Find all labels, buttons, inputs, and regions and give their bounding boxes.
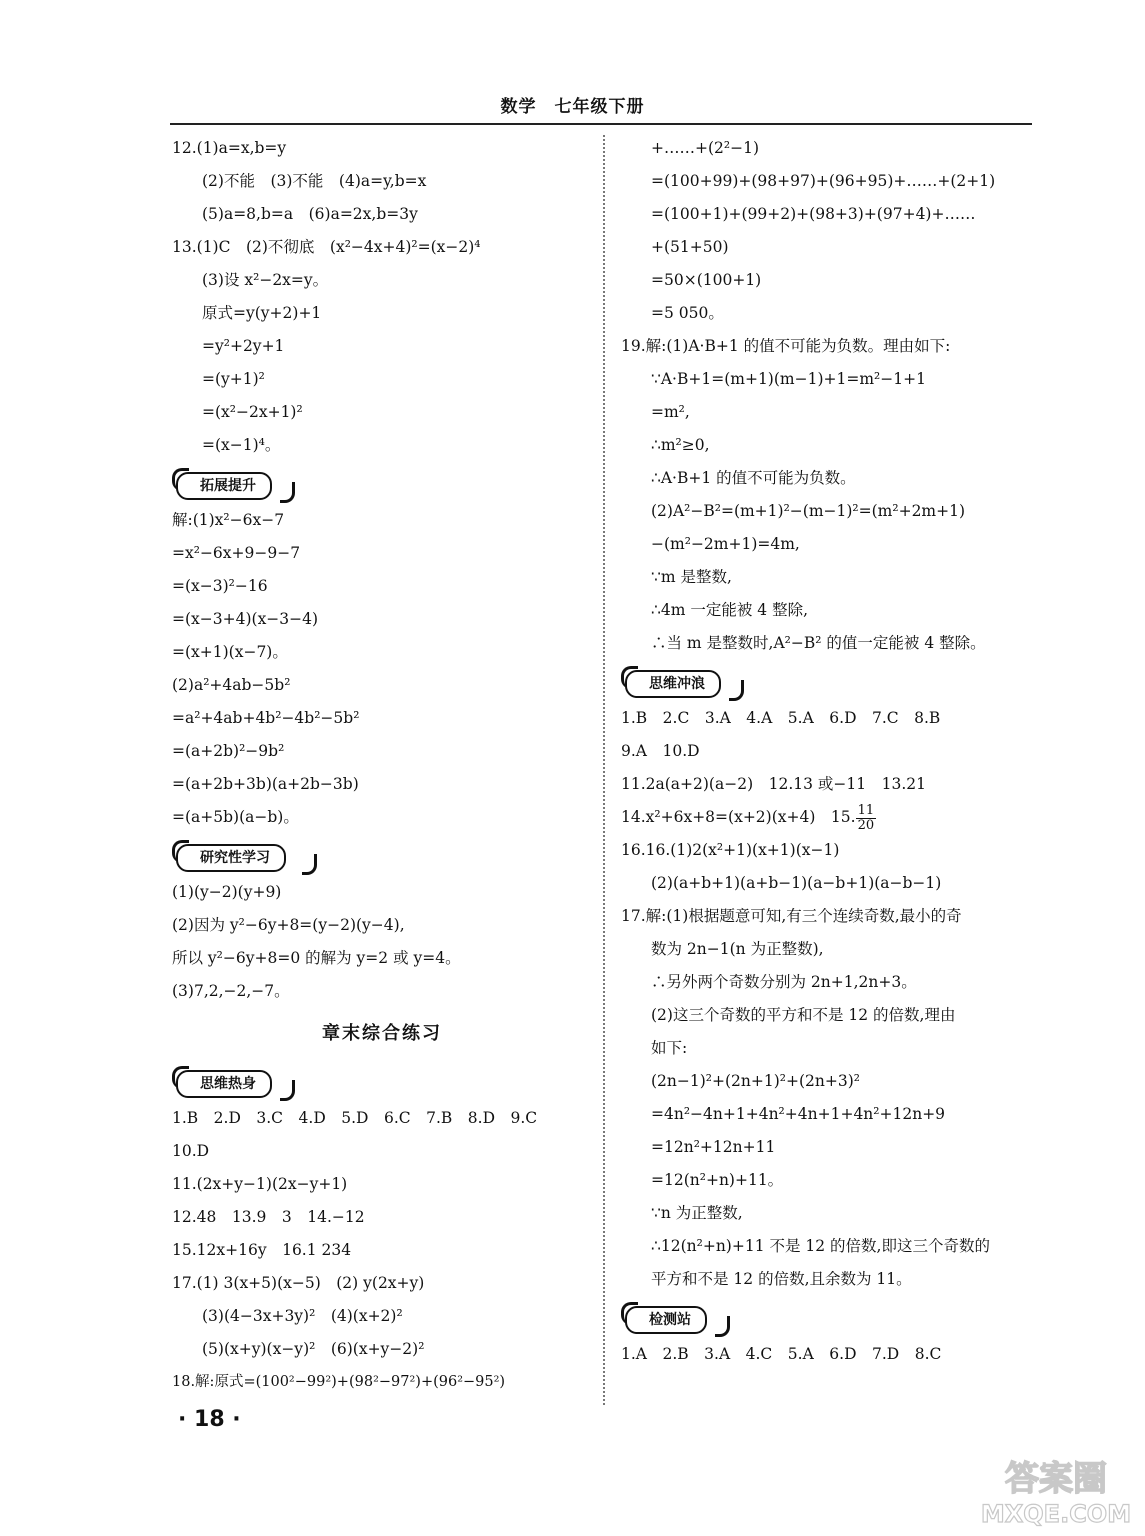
- answer-line: =(a+2b)²−9b²: [172, 742, 285, 760]
- answer-line: 11.2a(a+2)(a−2) 12.13 或−11 13.21: [621, 775, 927, 793]
- answer-line: ∴当 m 是整数时,A²−B² 的值一定能被 4 整除。: [651, 634, 986, 652]
- watermark-bottom-text: MXQE.COM: [980, 1500, 1132, 1528]
- answer-line: (2)这三个奇数的平方和不是 12 的倍数,理由: [651, 1006, 956, 1024]
- answer-line: ∴12(n²+n)+11 不是 12 的倍数,即这三个奇数的: [651, 1237, 990, 1255]
- answer-line: =4n²−4n+1+4n²+4n+1+4n²+12n+9: [651, 1105, 946, 1123]
- badge-arrow-icon: [715, 1316, 730, 1337]
- answer-line: =(x²−2x+1)²: [202, 403, 303, 421]
- answer-line: =(100+1)+(99+2)+(98+3)+(97+4)+……: [651, 205, 976, 223]
- answer-line: ∴4m 一定能被 4 整除,: [651, 601, 808, 619]
- section-badge-research: [172, 836, 592, 876]
- answer-line: 11.(2x+y−1)(2x−y+1): [172, 1175, 348, 1193]
- answer-line: ∵m 是整数,: [651, 568, 732, 586]
- answer-text: 14.x²+6x+8=(x+2)(x+4) 15.: [621, 808, 856, 826]
- fraction-denominator: 20: [857, 817, 875, 833]
- answer-line: (5)a=8,b=a (6)a=2x,b=3y: [202, 205, 418, 223]
- chapter-title: 章末综合练习: [322, 1023, 442, 1044]
- answer-line: 原式=y(y+2)+1: [202, 304, 322, 322]
- answer-line: (2)A²−B²=(m+1)²−(m−1)²=(m²+2m+1): [651, 502, 966, 520]
- answer-line: (5)(x+y)(x−y)² (6)(x+y−2)²: [202, 1340, 425, 1358]
- answer-line: ∵A·B+1=(m+1)(m−1)+1=m²−1+1: [651, 370, 926, 388]
- answer-line: 1.B 2.D 3.C 4.D 5.D 6.C 7.B 8.D 9.C: [172, 1109, 538, 1127]
- answer-line: =x²−6x+9−9−7: [172, 544, 301, 562]
- answer-line: −(m²−2m+1)=4m,: [651, 535, 800, 553]
- answer-line: 1.A 2.B 3.A 4.C 5.A 6.D 7.D 8.C: [621, 1345, 942, 1363]
- section-badge-label: 检测站: [625, 1306, 707, 1334]
- column-divider: [603, 135, 605, 1405]
- answer-line: =50×(100+1): [651, 271, 762, 289]
- answer-line: +(51+50): [651, 238, 729, 256]
- answer-line: =(x−3+4)(x−3−4): [172, 610, 319, 628]
- answer-line: =12n²+12n+11: [651, 1138, 776, 1156]
- answer-line: ∴另外两个奇数分别为 2n+1,2n+3。: [651, 973, 917, 991]
- answer-line: =(100+99)+(98+97)+(96+95)+……+(2+1): [651, 172, 996, 190]
- answer-line: 所以 y²−6y+8=0 的解为 y=2 或 y=4。: [172, 949, 461, 967]
- header-rule: [170, 123, 1032, 125]
- badge-arrow-icon: [302, 854, 317, 875]
- answer-line: =(y+1)²: [202, 370, 265, 388]
- answer-line: 解:(1)x²−6x−7: [172, 511, 285, 529]
- fraction: [856, 804, 877, 833]
- page-header-title: 数学 七年级下册: [500, 97, 645, 117]
- answer-line: 12.(1)a=x,b=y: [172, 139, 287, 157]
- answer-line: =(x−3)²−16: [172, 577, 268, 595]
- answer-line: 平方和不是 12 的倍数,且余数为 11。: [651, 1270, 912, 1288]
- badge-arrow-icon: [280, 482, 295, 503]
- answer-line: ∴m²≥0,: [651, 436, 710, 454]
- answer-line: =5 050。: [651, 304, 724, 322]
- answer-line: (3)(4−3x+3y)² (4)(x+2)²: [202, 1307, 403, 1325]
- badge-arrow-icon: [729, 680, 744, 701]
- answer-line: 15.12x+16y 16.1 234: [172, 1241, 352, 1259]
- answer-line: =m²,: [651, 403, 690, 421]
- answer-line: 13.(1)C (2)不彻底 (x²−4x+4)²=(x−2)⁴: [172, 238, 481, 256]
- section-badge-label: 研究性学习: [176, 844, 286, 872]
- section-badge-expand: [172, 464, 592, 504]
- answer-line: 数为 2n−1(n 为正整数),: [651, 940, 824, 958]
- section-badge-label: 拓展提升: [176, 472, 272, 500]
- answer-line: [621, 801, 1036, 834]
- fraction-numerator: 11: [857, 802, 875, 818]
- answer-line: =y²+2y+1: [202, 337, 285, 355]
- answer-line: 9.A 10.D: [621, 742, 700, 760]
- section-badge-label: 思维热身: [176, 1070, 272, 1098]
- answer-line: (2n−1)²+(2n+1)²+(2n+3)²: [651, 1072, 860, 1090]
- answer-line: 1.B 2.C 3.A 4.A 5.A 6.D 7.C 8.B: [621, 709, 941, 727]
- section-badge-label: 思维冲浪: [625, 670, 721, 698]
- section-badge-warmup: [172, 1062, 592, 1102]
- answer-line: =a²+4ab+4b²−4b²−5b²: [172, 709, 360, 727]
- answer-line: 16.16.(1)2(x²+1)(x+1)(x−1): [621, 841, 840, 859]
- answer-line: ∴A·B+1 的值不可能为负数。: [651, 469, 856, 487]
- answer-line: (2)因为 y²−6y+8=(y−2)(y−4),: [172, 916, 405, 934]
- answer-line: 如下:: [651, 1039, 688, 1057]
- answer-line: 17.解:(1)根据题意可知,有三个连续奇数,最小的奇: [621, 907, 962, 925]
- answer-line: (1)(y−2)(y+9): [172, 883, 282, 901]
- answer-line: (3)设 x²−2x=y。: [202, 271, 329, 289]
- answer-line: =(x−1)⁴。: [202, 436, 281, 454]
- answer-line: 19.解:(1)A·B+1 的值不可能为负数。理由如下:: [621, 337, 951, 355]
- watermark-logo: [976, 1452, 1136, 1528]
- answer-line: (2)a²+4ab−5b²: [172, 676, 291, 694]
- answer-line: =(x+1)(x−7)。: [172, 643, 288, 661]
- answer-line: 12.48 13.9 3 14.−12: [172, 1208, 365, 1226]
- answer-line: =12(n²+n)+11。: [651, 1171, 784, 1189]
- answer-line: =(a+2b+3b)(a+2b−3b): [172, 775, 359, 793]
- answer-line: +……+(2²−1): [651, 139, 759, 157]
- answer-line: ∵n 为正整数,: [651, 1204, 743, 1222]
- answer-line: (2)(a+b+1)(a+b−1)(a−b+1)(a−b−1): [651, 874, 942, 892]
- answer-line: 17.(1) 3(x+5)(x−5) (2) y(2x+y): [172, 1274, 425, 1292]
- section-badge-test: [621, 1298, 1036, 1338]
- right-column: [621, 132, 1036, 1371]
- watermark-top-text: 答案圈: [1005, 1459, 1107, 1499]
- answer-line: (2)不能 (3)不能 (4)a=y,b=x: [202, 172, 427, 190]
- section-badge-surf: [621, 662, 1036, 702]
- answer-line: =(a+5b)(a−b)。: [172, 808, 299, 826]
- left-column: [172, 132, 592, 1399]
- page-number: · 18 ·: [178, 1407, 241, 1432]
- answer-line: 10.D: [172, 1142, 210, 1160]
- answer-line: 18.解:原式=(100²−99²)+(98²−97²)+(96²−95²): [172, 1374, 506, 1390]
- answer-line: (3)7,2,−2,−7。: [172, 982, 290, 1000]
- badge-arrow-icon: [280, 1080, 295, 1101]
